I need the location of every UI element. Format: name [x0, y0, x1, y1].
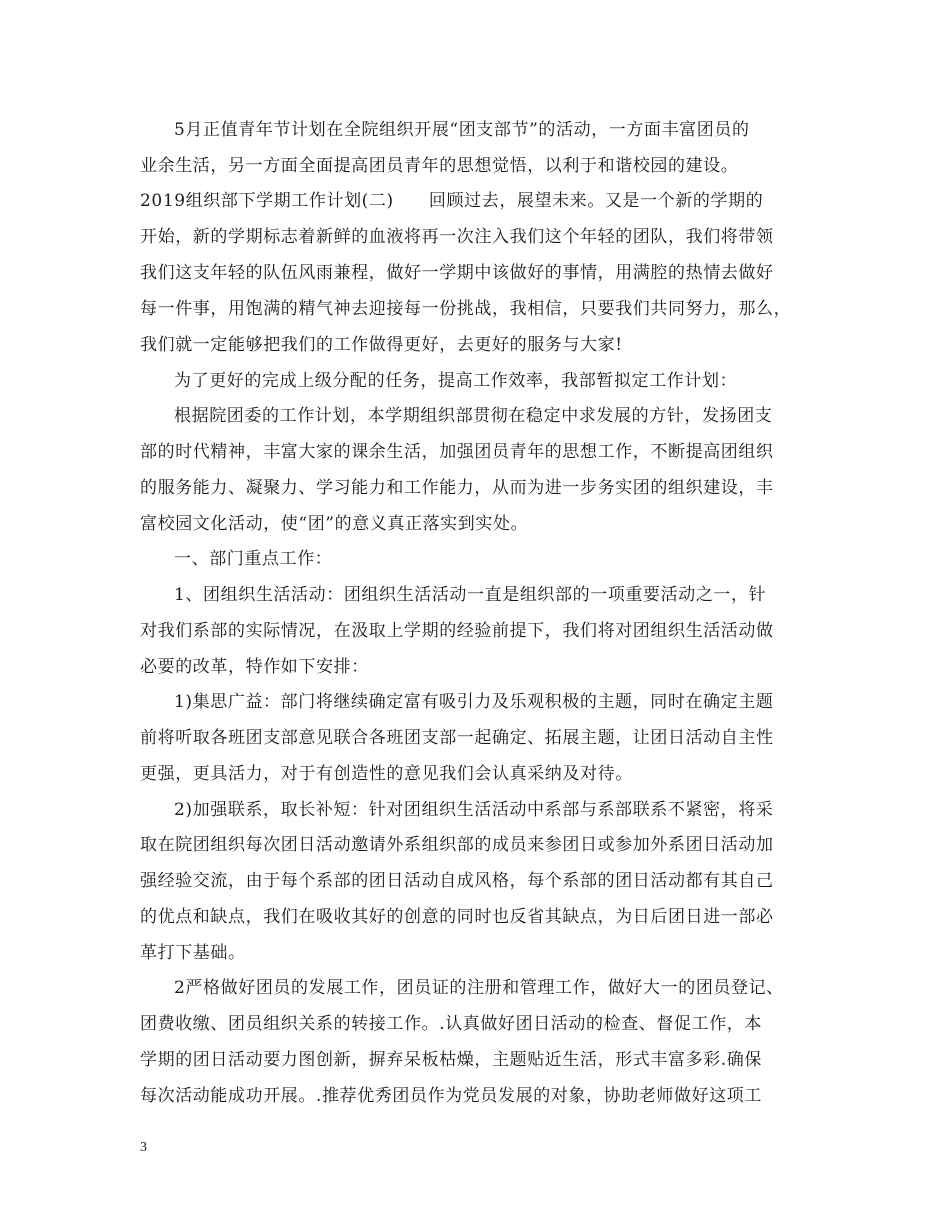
text-line: 每一件事，用饱满的精气神去迎接每一份挑战，我相信，只要我们共同努力，那么， — [140, 299, 792, 319]
text-line: 富校园文化活动，使“团”的意义真正落实到实处。 — [140, 514, 529, 534]
text-line: 我们这支年轻的队伍风雨兼程，做好一学期中该做好的事情，用满腔的热情去做好 — [140, 263, 774, 283]
text-line: 我们就一定能够把我们的工作做得更好，去更好的服务与大家! — [140, 335, 623, 355]
text-line: 2019组织部下学期工作计划(二) 回顾过去，展望未来。又是一个新的学期的 — [140, 191, 764, 211]
text-line: 5月正值青年节计划在全院组织开展“团支部节”的活动，一方面丰富团员的 — [174, 120, 750, 140]
text-line: 前将听取各班团支部意见联合各班团支部一起确定、拓展主题，让团日活动自主性 — [140, 728, 774, 748]
text-line: 开始，新的学期标志着新鲜的血液将再一次注入我们这个年轻的团队，我们将带领 — [140, 227, 774, 247]
text-line: 2)加强联系，取长补短：针对团组织生活活动中系部与系部联系不紧密，将采 — [174, 800, 774, 820]
text-line: 根据院团委的工作计划，本学期组织部贯彻在稳定中求发展的方针，发扬团支 — [174, 406, 773, 426]
text-line: 必要的改革，特作如下安排： — [140, 657, 369, 677]
text-line: 业余生活，另一方面全面提高团员青年的思想觉悟，以利于和谐校园的建设。 — [140, 156, 739, 176]
text-line: 的优点和缺点，我们在吸收其好的创意的同时也反省其缺点，为日后团日进一部必 — [140, 907, 774, 927]
text-line: 对我们系部的实际情况，在汲取上学期的经验前提下，我们将对团组织生活活动做 — [140, 621, 774, 641]
text-line: 学期的团日活动要力图创新，摒弃呆板枯燥，主题贴近生活，形式丰富多彩.确保 — [140, 1050, 763, 1070]
text-line: 的服务能力、凝聚力、学习能力和工作能力，从而为进一步务实团的组织建设，丰 — [140, 478, 774, 498]
text-line: 强经验交流，由于每个系部的团日活动自成风格，每个系部的团日活动都有其自己 — [140, 871, 774, 891]
text-line: 每次活动能成功开展。.推荐优秀团员作为党员发展的对象，协助老师做好这项工 — [140, 1086, 763, 1106]
text-line: 取在院团组织每次团日活动邀请外系组织部的成员来参团日或参加外系团日活动加 — [140, 835, 774, 855]
text-line: 更强，更具活力，对于有创造性的意见我们会认真采纳及对待。 — [140, 764, 633, 784]
text-line: 2严格做好团员的发展工作，团员证的注册和管理工作，做好大一的团员登记、 — [174, 978, 784, 998]
text-line: 革打下基础。 — [140, 943, 246, 963]
page-number: 3 — [140, 1140, 147, 1155]
text-line: 部的时代精神，丰富大家的课余生活，加强团员青年的思想工作，不断提高团组织 — [140, 442, 774, 462]
text-line: 1)集思广益：部门将继续确定富有吸引力及乐观积极的主题，同时在确定主题 — [174, 692, 774, 712]
text-line: 团费收缴、团员组织关系的转接工作。.认真做好团日活动的检查、督促工作，本 — [140, 1014, 763, 1034]
text-line: 为了更好的完成上级分配的任务，提高工作效率，我部暂拟定工作计划： — [174, 371, 738, 391]
section-heading: 一、部门重点工作： — [174, 549, 333, 569]
text-line: 1、团组织生活活动：团组织生活活动一直是组织部的一项重要活动之一，针 — [174, 585, 767, 605]
